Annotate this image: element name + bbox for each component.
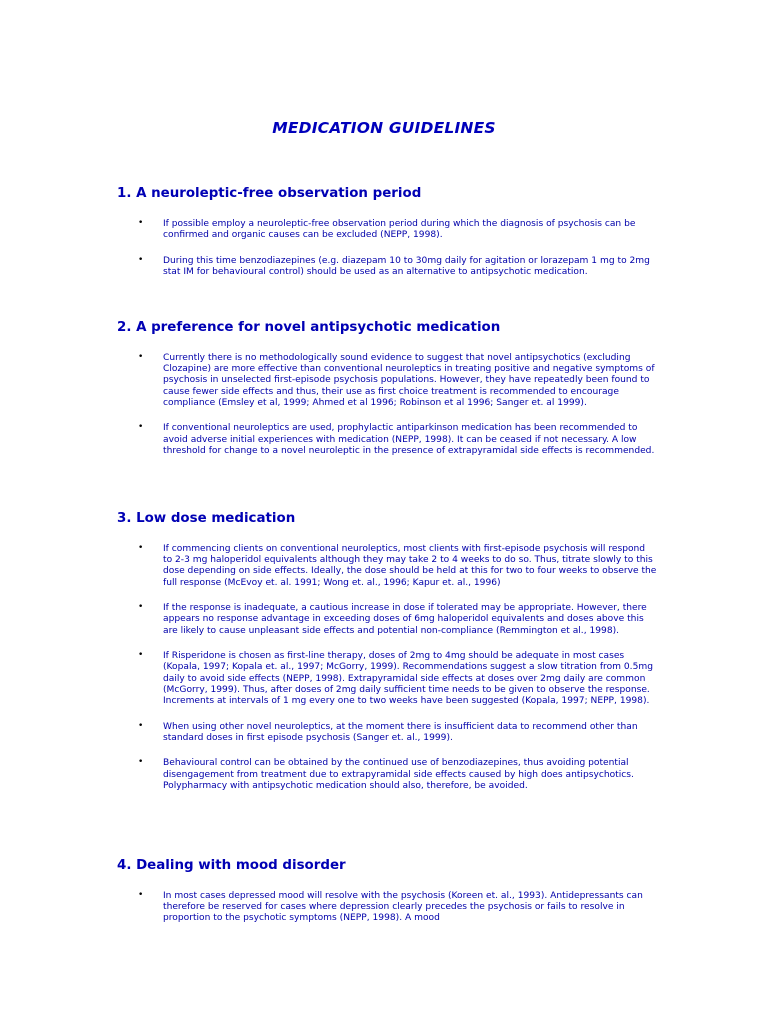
list-item: [117, 423, 657, 457]
section-heading: 2. A preference for novel antipsychotic medication: [117, 320, 501, 335]
bullet-list: [117, 891, 657, 925]
list-item: [117, 758, 657, 792]
section-3: [117, 511, 657, 806]
bullet-icon: •: [138, 890, 144, 900]
list-item-text: If conventional neuroleptics are used, prophylactic antiparkinson medication has been recommended to avoid adverse initial experiences with medication (NEPP, 1998). It can be ceased if not necessary. A low threshold for change to a novel neuroleptic in the presence of extrapyramidal side effects is recommended.: [163, 423, 655, 456]
list-item-text: If Risperidone is chosen as first-line therapy, doses of 2mg to 4mg should be adequate in most cases (Kopala, 1997; Kopala et. al., 1997; McGorry, 1999). Recommendations suggest a slow titration from 0.5mg daily to avoid side effects (NEPP, 1998). Extrapyramidal side effects at doses over 2mg daily are common (McGorry, 1999). Thus, after doses of 2mg daily sufficient time needs to be given to observe the response. Increments at intervals of 1 mg every one to two weeks have been suggested (Kopala, 1997; NEPP, 1998).: [163, 651, 653, 707]
list-item: [117, 219, 657, 241]
list-item-text: Currently there is no methodologically sound evidence to suggest that novel antipsychotics (excluding Clozapine) are more effective than conventional neuroleptics in treating positive and negative symptoms of psychosis in unselected first-episode psychosis populations. However, they have repeatedly been found to cause fewer side effects and thus, their use as first choice treatment is recommended to encourage compliance (Emsley et al, 1999; Ahmed et al 1996; Robinson et al 1996; Sanger et. al 1999).: [163, 353, 655, 408]
bullet-list: [117, 219, 657, 278]
section-heading: 3. Low dose medication: [117, 511, 296, 526]
document-title: MEDICATION GUIDELINES: [272, 119, 496, 137]
list-item-text: If the response is inadequate, a cautious increase in dose if tolerated may be appropriate. However, there appears no response advantage in exceeding doses of 6mg haloperidol equivalents and doses above this are likely to cause unpleasant side effects and potential non-compliance (Remmington et al., 1998).: [163, 603, 647, 636]
bullet-icon: •: [138, 720, 144, 731]
list-item-text: If commencing clients on conventional neuroleptics, most clients with first-episode psychosis will respond to 2-3 mg haloperidol equivalents although they may take 2 to 4 weeks to do so. Thus, titrate slowly to this dose depending on side effects. Ideally, the dose should be held at this for two to four weeks to observe the full response (McEvoy et. al. 1991; Wong et. al., 1996; Kapur et. al., 1996): [163, 544, 657, 588]
bullet-icon: •: [138, 218, 144, 228]
section-heading: 4. Dealing with mood disorder: [117, 858, 346, 873]
list-item: [117, 722, 657, 744]
list-item: [117, 256, 657, 278]
bullet-list: [117, 544, 657, 792]
bullet-icon: •: [138, 254, 144, 265]
bullet-icon: •: [138, 422, 144, 433]
list-item: [117, 651, 657, 707]
section-2: [117, 320, 657, 471]
list-item: [117, 544, 657, 589]
section-1: [117, 186, 657, 293]
list-item: [117, 891, 657, 925]
bullet-icon: •: [138, 543, 144, 553]
section-4: [117, 858, 657, 939]
bullet-icon: •: [138, 602, 144, 613]
bullet-icon: •: [138, 352, 144, 362]
section-heading: 1. A neuroleptic-free observation period: [117, 186, 422, 201]
list-item-text: Behavioural control can be obtained by the continued use of benzodiazepines, thus avoiding potential disengagement from treatment due to extrapyramidal side effects caused by high does antipsychotics. Polypharmacy with antipsychotic medication should also, therefore, be avoided.: [163, 758, 634, 791]
bullet-icon: •: [138, 650, 144, 661]
list-item-text: In most cases depressed mood will resolve with the psychosis (Koreen et. al., 1993). Antidepressants can therefore be reserved for cases where depression clearly precedes the psychosis or fails to resolve in proportion to the psychotic symptoms (NEPP, 1998). A mood: [163, 891, 643, 924]
list-item-text: If possible employ a neuroleptic-free observation period during which the diagnosis of psychosis can be confirmed and organic causes can be excluded (NEPP, 1998).: [163, 219, 636, 241]
list-item: [117, 603, 657, 637]
list-item: [117, 353, 657, 409]
list-item-text: During this time benzodiazepines (e.g. diazepam 10 to 30mg daily for agitation or lorazepam 1 mg to 2mg stat IM for behavioural control) should be used as an alternative to antipsychotic medication.: [163, 255, 650, 277]
bullet-icon: •: [138, 757, 144, 768]
list-item-text: When using other novel neuroleptics, at the moment there is insufficient data to recommend other than standard doses in first episode psychosis (Sanger et. al., 1999).: [163, 721, 638, 743]
bullet-list: [117, 353, 657, 457]
